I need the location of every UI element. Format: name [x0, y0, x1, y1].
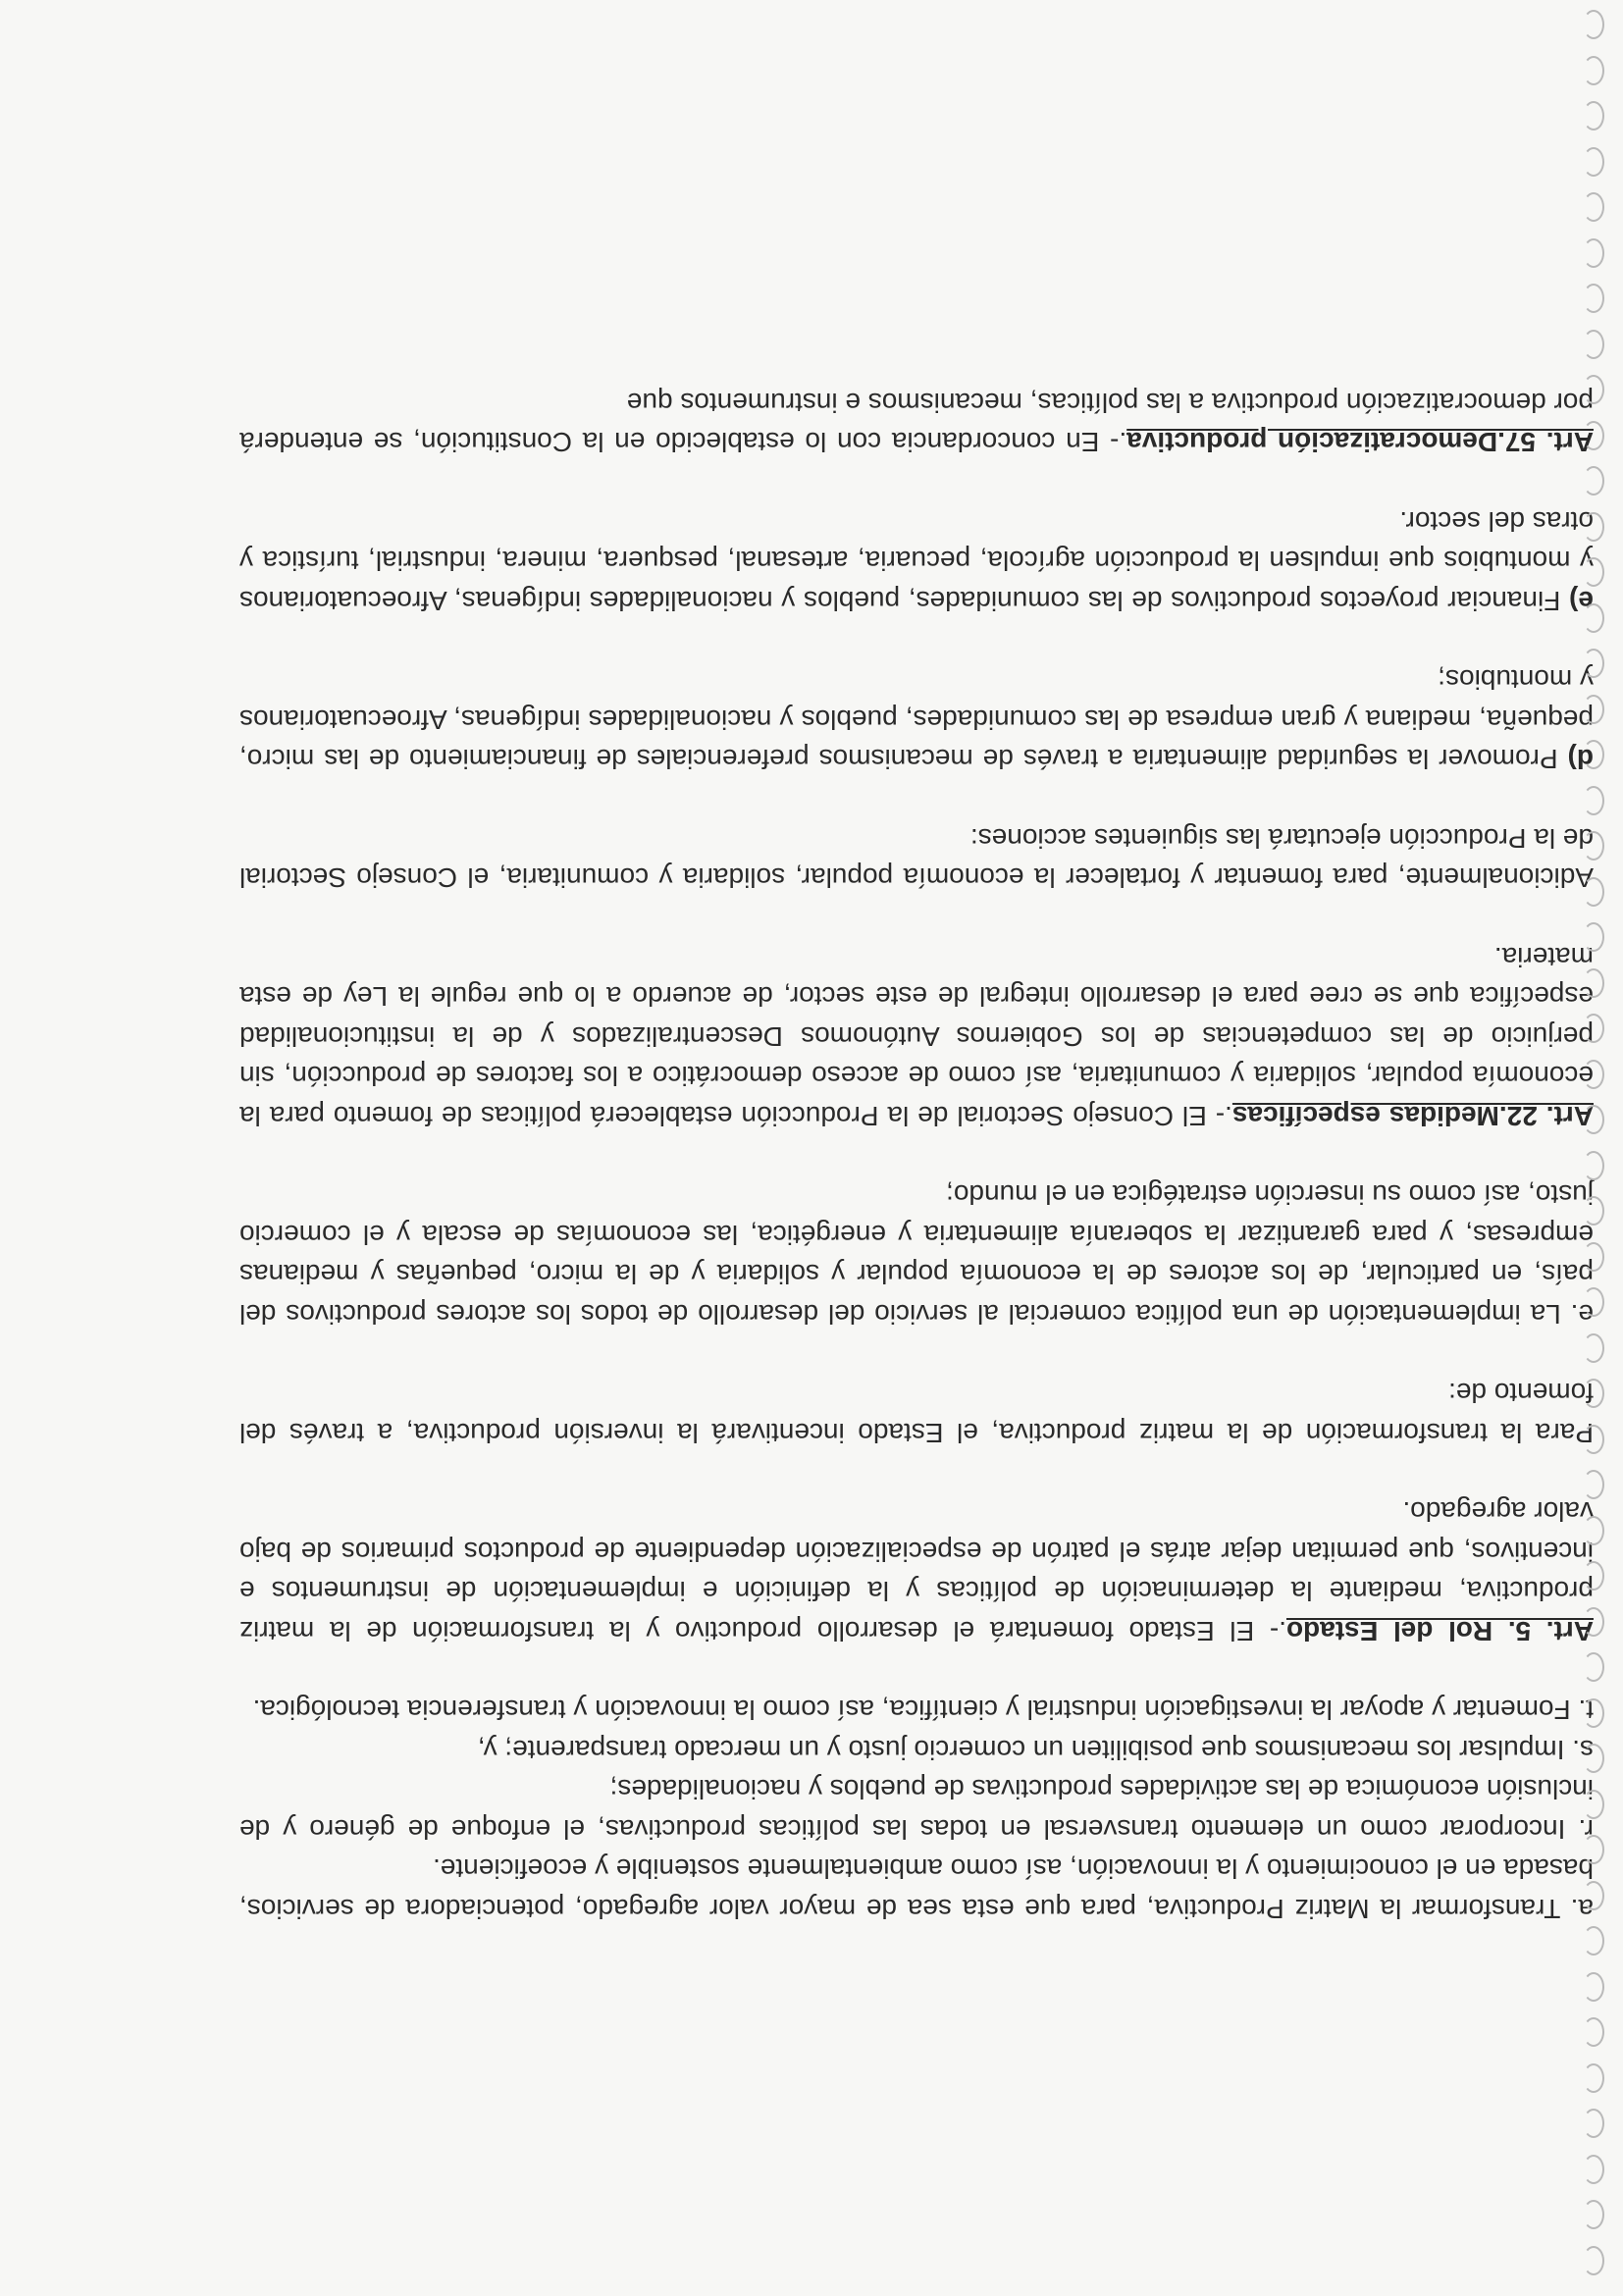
binding-hole	[1583, 192, 1604, 222]
paragraph-transformation: Para la transformación de la matriz productiva, el Estado incentivará la inversión productiva, a través del fomento de:	[239, 1378, 1594, 1448]
article-5	[239, 1491, 1594, 1650]
item-d-letter: d)	[1567, 744, 1594, 775]
binding-hole	[1583, 1379, 1604, 1408]
binding-hole	[1583, 2155, 1604, 2184]
binding-hole	[1583, 1972, 1604, 2002]
article-22-body: .- El Consejo Sectorial de la Producción establecerá políticas de fomento para la economía popular, solidaria y comunitaria, así como de acceso democrático a los factores de producción, sin perjuicio de las competencias de los Gobiernos Autónomos Descentralizados y de la institucionalidad específica que se cree para el desarrollo integral de este sector, de acuerdo a lo que regule la Ley de esta materia.	[239, 942, 1594, 1131]
binding-hole	[1583, 284, 1604, 313]
item-r: r. Incorporar como un elemento transversal en todas las políticas productivas, el enfoque de género y de inclusión económica de las actividades productivas de pueblos y nacionalidades;	[239, 1774, 1594, 1845]
binding-hole	[1583, 922, 1604, 952]
binding-hole	[1583, 786, 1604, 815]
binding-hole	[1583, 1470, 1604, 1499]
article-22-heading: Art. 22.Medidas específicas	[1231, 1101, 1594, 1131]
spiral-binding	[1575, 0, 1614, 2296]
article-22	[239, 937, 1594, 1136]
paragraph-additional: Adicionalmente, para fomentar y fortalecer la economía popular, solidaria y comunitaria, el Consejo Sectorial de la Producción ejecutará las siguientes acciones:	[239, 823, 1594, 894]
binding-hole	[1583, 695, 1604, 724]
binding-hole	[1583, 238, 1604, 268]
binding-hole	[1583, 1561, 1604, 1591]
binding-hole	[1583, 649, 1604, 678]
binding-hole	[1583, 1242, 1604, 1272]
binding-hole	[1583, 557, 1604, 587]
binding-hole	[1583, 1151, 1604, 1180]
article-57-heading: Art. 57.Democratización productiva	[1126, 427, 1594, 458]
binding-hole	[1583, 2200, 1604, 2229]
binding-hole	[1583, 968, 1604, 998]
item-t: t. Fomentar y apoyar la investigación industrial y científica, así como la innovación y transferencia tecnológica.	[252, 1695, 1594, 1726]
binding-hole	[1583, 1926, 1604, 1956]
article-57	[239, 383, 1594, 462]
binding-hole	[1583, 56, 1604, 85]
article-57-body: .- En concordancia con lo establecido en la Constitución, se entenderá por democratización productiva a las políticas, mecanismos e instrumentos que	[239, 388, 1594, 458]
item-d	[239, 659, 1594, 779]
binding-hole	[1583, 1287, 1604, 1317]
binding-hole	[1583, 1014, 1604, 1043]
binding-hole	[1583, 1790, 1604, 1819]
binding-hole	[1583, 512, 1604, 542]
binding-hole	[1583, 740, 1604, 769]
binding-hole	[1583, 1060, 1604, 1089]
binding-hole	[1583, 466, 1604, 496]
binding-hole	[1583, 1744, 1604, 1773]
binding-hole	[1583, 1196, 1604, 1226]
binding-hole	[1583, 10, 1604, 39]
binding-hole	[1583, 2109, 1604, 2138]
binding-hole	[1583, 877, 1604, 907]
binding-hole	[1583, 1105, 1604, 1134]
item-s: s. Impulsar los mecanismos que posibiliten un comercio justo y un mercado transparente; y,	[477, 1735, 1594, 1765]
item-d-text: Promover la seguridad alimentaria a través de mecanismos preferenciales de financiamiento de las micro, pequeña, mediana y gran empresa de las comunidades, pueblos y nacionalidades indígenas, Afroecuatorianos y montubios;	[239, 664, 1594, 775]
binding-hole	[1583, 1425, 1604, 1454]
binding-hole	[1583, 603, 1604, 633]
article-5-heading: Art. 5. Rol del Estado	[1285, 1616, 1594, 1646]
item-e-text: Financiar proyectos productivos de las comunidades, pueblos y nacionalidades indígenas, Afroecuatorianos y montubios que impulsen la producción agrícola, pecuaria, artesanal, pesquera, minera, industrial, turística y otras del sector.	[239, 506, 1594, 616]
binding-hole	[1583, 421, 1604, 450]
binding-hole	[1583, 2017, 1604, 2047]
binding-hole	[1583, 1333, 1604, 1363]
binding-hole	[1583, 1881, 1604, 1910]
binding-hole	[1583, 1652, 1604, 1682]
binding-hole	[1583, 831, 1604, 861]
binding-hole	[1583, 1698, 1604, 1728]
article-5-body: .- El Estado fomentará el desarrollo productivo y la transformación de la matriz productiva, mediante la determinación de políticas y la definición e implementación de instrumentos e incentivos, que permitan dejar atrás el patrón de especialización dependiente de productos primarios de bajo valor agregado.	[239, 1496, 1594, 1646]
item-e-commercial-policy: e. La implementación de una política comercial al servicio del desarrollo de todos los actores productivos del país, en particular, de los actores de la economía popular y solidaria y de la micro, pequeñas y medianas empresas, y para garantizar la soberanía alimentaria y energética, las economías de escala y el comercio justo, así como su inserción estratégica en el mundo;	[239, 1179, 1594, 1330]
item-a: a. Transformar la Matriz Productiva, para que esta sea de mayor valor agregado, potenciadora de servicios, basada en el conocimiento y la innovación, así como ambientalmente sostenible y ecoeficiente.	[239, 1853, 1594, 1924]
document-body	[239, 343, 1594, 1929]
binding-hole	[1583, 2246, 1604, 2275]
binding-hole	[1583, 147, 1604, 177]
item-e-letter: e)	[1569, 586, 1594, 616]
binding-hole	[1583, 101, 1604, 130]
item-e-financing	[239, 501, 1594, 621]
binding-hole	[1583, 1835, 1604, 1864]
binding-hole	[1583, 1607, 1604, 1637]
binding-hole	[1583, 1516, 1604, 1545]
binding-hole	[1583, 330, 1604, 359]
binding-hole	[1583, 2063, 1604, 2093]
binding-hole	[1583, 375, 1604, 404]
